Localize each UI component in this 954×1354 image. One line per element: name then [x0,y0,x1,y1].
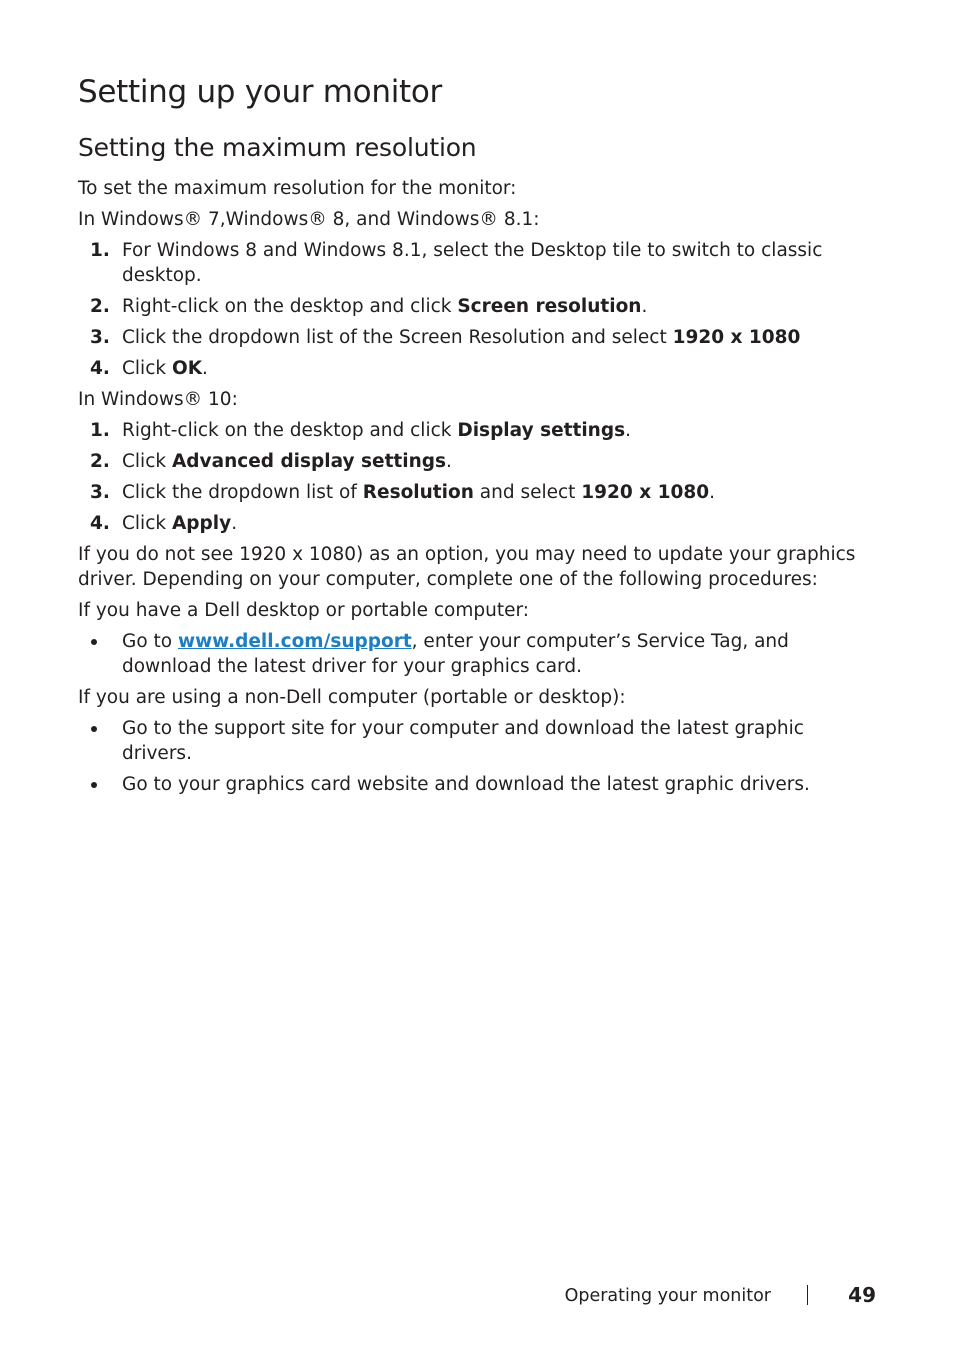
step-text-end: . [625,420,631,441]
step-number: 4. [90,358,110,379]
nondell-bullets [78,716,878,797]
page-title: Setting up your monitor [78,74,442,110]
step-number: 3. [90,327,110,348]
intro-paragraph: To set the maximum resolution for the monitor: [78,178,517,199]
step-text-end: . [641,296,648,317]
step-text-end: . [446,451,452,472]
bullet-icon [91,639,97,645]
page-footer [0,1283,954,1311]
step-text: Click the dropdown list of the Screen Resolution and select [122,327,673,348]
step-text: Click the dropdown list of [122,482,363,503]
list-item [78,418,878,443]
dell-label: If you have a Dell desktop or portable computer: [78,600,530,621]
step-bold-2: 1920 x 1080 [581,482,710,503]
step-text-end: . [709,482,715,503]
step-number: 1. [90,240,110,261]
dell-support-link[interactable]: www.dell.com/support [178,631,412,652]
footer-separator [807,1285,808,1305]
step-text: For Windows 8 and Windows 8.1, select the Desktop tile to switch to classic desktop. [122,240,823,286]
step-bold: OK [171,358,203,379]
list-item [78,716,878,766]
bullet-text: Go to the support site for your computer and download the latest graphic drivers. [122,718,804,764]
nondell-label: If you are using a non-Dell computer (portable or desktop): [78,687,626,708]
step-bold: Apply [171,513,232,534]
step-number: 2. [90,451,110,472]
bullet-text: Go to [122,631,178,652]
step-text: Click [122,358,172,379]
step-bold: Display settings [457,420,626,441]
list-item [78,480,878,505]
list-item [78,356,878,381]
step-text: Click [122,451,172,472]
list-item [78,629,878,679]
step-text-end: . [231,513,238,534]
step-text: Click [122,513,172,534]
driver-note: If you do not see 1920 x 1080) as an option, you may need to update your graphics driver. Depending on your computer, complete one of the following procedures: [78,544,856,590]
bullet-icon [91,726,97,732]
win7-steps [78,238,878,381]
bullet-text-end: , enter your computer’s Service Tag, and download the latest driver for your graphics card. [122,631,789,677]
step-text-end: . [202,358,208,379]
step-text: Right-click on the desktop and click [122,420,458,441]
win7-label: In Windows® 7,Windows® 8, and Windows® 8.1: [78,209,540,230]
list-item [78,238,878,288]
step-number: 1. [90,420,110,441]
bullet-icon [91,782,97,788]
step-bold: Resolution [362,482,474,503]
step-bold: 1920 x 1080 [672,327,801,348]
list-item [78,449,878,474]
win10-steps [78,418,878,536]
step-text-mid: and select [473,482,582,503]
step-number: 4. [90,513,110,534]
bullet-text: Go to your graphics card website and download the latest graphic drivers. [122,774,810,795]
footer-section-title: Operating your monitor [564,1286,771,1306]
step-number: 2. [90,296,110,317]
page-number: 49 [848,1283,876,1307]
dell-bullets [78,629,878,679]
body-text [78,176,878,803]
section-title: Setting the maximum resolution [78,133,477,162]
step-bold: Screen resolution [457,296,642,317]
step-text: Right-click on the desktop and click [122,296,458,317]
step-bold: Advanced display settings [171,451,447,472]
step-number: 3. [90,482,110,503]
win10-label: In Windows® 10: [78,389,238,410]
list-item [78,772,878,797]
list-item [78,325,878,350]
list-item [78,294,878,319]
list-item [78,511,878,536]
